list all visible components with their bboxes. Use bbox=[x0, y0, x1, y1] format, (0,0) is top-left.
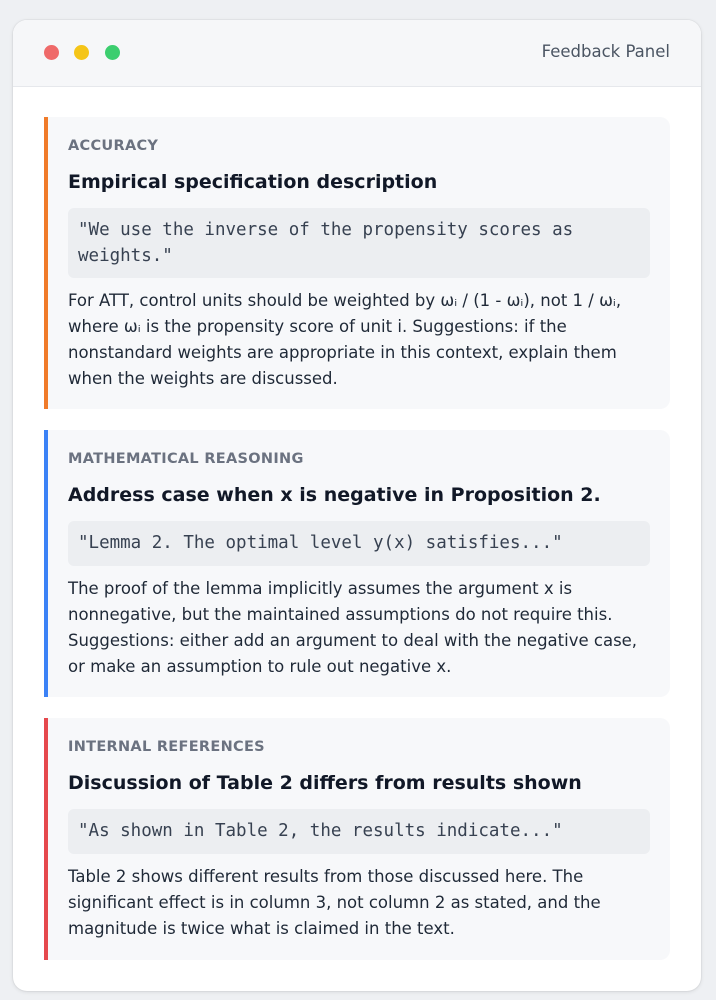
card-accent-bar bbox=[44, 117, 48, 409]
card-accent-bar bbox=[44, 430, 48, 697]
feedback-card-mathematical-reasoning[interactable] bbox=[44, 430, 670, 697]
card-quote: "Lemma 2. The optimal level y(x) satisfies..." bbox=[68, 521, 650, 566]
card-category: MATHEMATICAL REASONING bbox=[68, 451, 304, 467]
card-body: Table 2 shows different results from those discussed here. The significant effect is in column 3, not column 2 as stated, and the magnitude is twice what is claimed in the text. bbox=[68, 867, 601, 938]
window-title: Feedback Panel bbox=[541, 42, 670, 61]
card-title: Empirical specification description bbox=[68, 171, 438, 193]
card-quote: "We use the inverse of the propensity scores as weights." bbox=[68, 208, 650, 278]
card-title: Address case when x is negative in Proposition 2. bbox=[68, 484, 601, 506]
card-accent-bar bbox=[44, 718, 48, 960]
feedback-card-internal-references[interactable] bbox=[44, 718, 670, 960]
close-window-button[interactable] bbox=[44, 45, 59, 60]
minimize-window-button[interactable] bbox=[74, 45, 89, 60]
card-category: INTERNAL REFERENCES bbox=[68, 739, 265, 755]
card-category: ACCURACY bbox=[68, 138, 159, 154]
card-quote: "As shown in Table 2, the results indicate..." bbox=[68, 809, 650, 854]
feedback-card-accuracy[interactable] bbox=[44, 117, 670, 409]
maximize-window-button[interactable] bbox=[105, 45, 120, 60]
card-body: The proof of the lemma implicitly assumes the argument x is nonnegative, but the maintained assumptions do not require this. Suggestions: either add an argument to deal with the negative case, or make an assumption to rule out negative x. bbox=[68, 579, 638, 676]
card-body: For ATT, control units should be weighted by ωᵢ / (1 - ωᵢ), not 1 / ωᵢ, where ωᵢ is the propensity score of unit i. Suggestions: if the nonstandard weights are appropriate in this context, explain them when the weights are discussed. bbox=[68, 291, 622, 388]
card-title: Discussion of Table 2 differs from results shown bbox=[68, 772, 582, 794]
title-bar bbox=[13, 20, 701, 87]
feedback-panel-window bbox=[13, 20, 701, 991]
